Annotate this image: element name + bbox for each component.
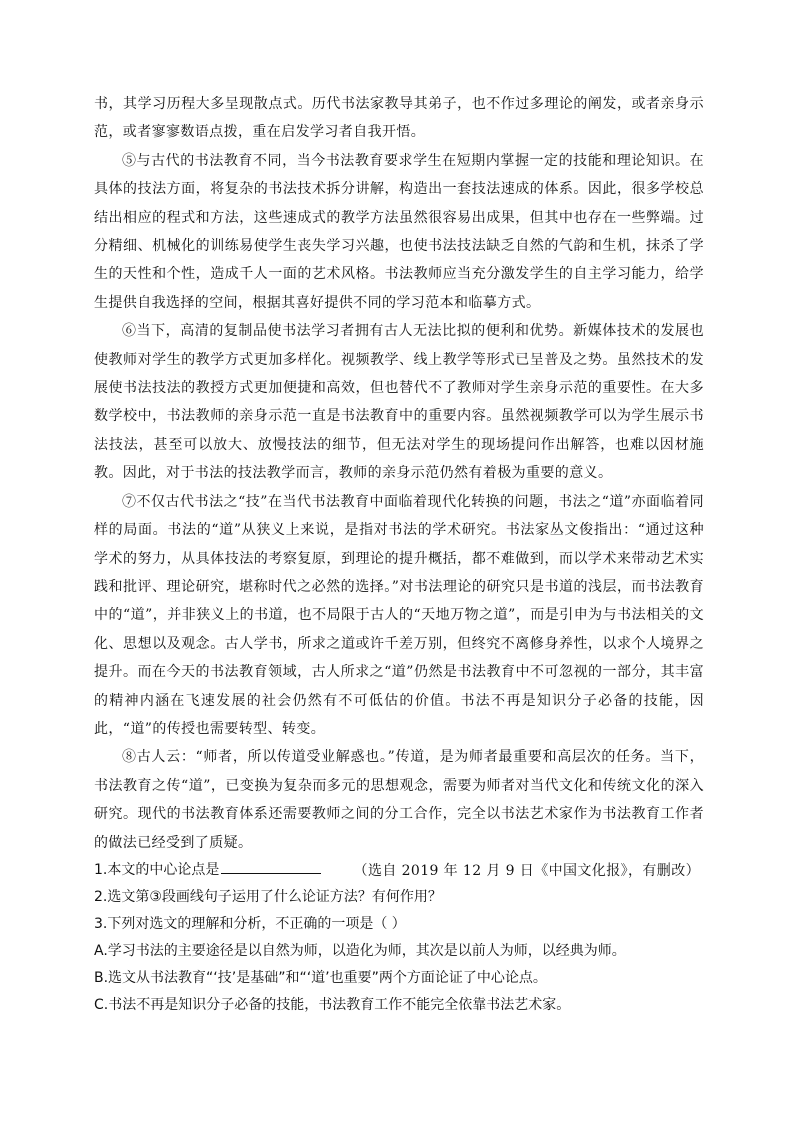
option-b: B.选文从书法教育“‘技’是基础”和“‘道’也重要”两个方面论证了中心论点。	[94, 970, 547, 986]
article-body	[94, 90, 704, 885]
option-a: A.学习书法的主要途径是以自然为师，以造化为师，其次是以前人为师，以经典为师。	[94, 943, 626, 959]
question-2: 2.选文第③段画线句子运用了什么论证方法？有何作用？	[94, 889, 442, 905]
paragraph-7: ⑦不仅古代书法之“技”在当代书法教育中面临着现代化转换的问题，书法之“道”亦面临着同样的局面。书法的“道”从狭义上来说，是指对书法的学术研究。书法家丛文俊指出：“通过这种学术的努力，从具体技法的考察复原，到理论的提升概括，都不难做到，而以学术来带动艺术实践和批评、理论研究，堪称时代之必然的选择。”对书法理论的研究只是书道的浅层，而书法教育中的“道”，并非狭义上的书道，也不局限于古人的“天地万物之道”，而是引申为与书法相关的文化、思想以及观念。古人学书，所求之道或许千差万别，但终究不离修身养性，以求个人境界之提升。而在今天的书法教育领域，古人所求之“道”仍然是书法教育中不可忽视的一部分，其丰富的精神内涵在飞速发展的社会仍然有不可低估的价值。书法不再是知识分子必备的技能，因此，“道”的传授也需要转型、转变。	[94, 493, 704, 737]
question-1	[94, 857, 704, 884]
question-3: 3.下列对选文的理解和分析，不正确的一项是（ ）	[94, 916, 406, 932]
paragraph-6: ⑥当下，高清的复制品使书法学习者拥有古人无法比拟的便利和优势。新媒体技术的发展也使教师对学生的教学方式更加多样化。视频教学、线上教学等形式已呈普及之势。虽然技术的发展使书法技法的教授方式更加便捷和高效，但也替代不了教师对学生亲身示范的重要性。在大多数学校中，书法教师的亲身示范一直是书法教育中的重要内容。虽然视频教学可以为学生展示书法技法，甚至可以放大、放慢技法的细节，但无法对学生的现场提问作出解答，也难以因材施教。因此，对于书法的技法教学而言，教师的亲身示范仍然有着极为重要的意义。	[94, 323, 704, 482]
paragraph-5: ⑤与古代的书法教育不同，当今书法教育要求学生在短期内掌握一定的技能和理论知识。在具体的技法方面，将复杂的书法技术拆分讲解，构造出一套技法速成的体系。因此，很多学校总结出相应的程式和方法，这些速成式的教学方法虽然很容易出成果，但其中也存在一些弊端。过分精细、机械化的训练易使学生丧失学习兴趣，也使书法技法缺乏自然的气韵和生机，抹杀了学生的天性和个性，造成千人一面的艺术风格。书法教师应当充分激发学生的自主学习能力，给学生提供自我选择的空间，根据其喜好提供不同的学习范本和临摹方式。	[94, 152, 704, 311]
question-section	[94, 857, 704, 1019]
paragraph-continued: 书，其学习历程大多呈现散点式。历代书法家教导其弟子，也不作过多理论的阐发，或者亲身示范，或者寥寥数语点拨，重在启发学习者自我开悟。	[94, 96, 704, 141]
article-source: （选自 2019 年 12 月 9 日《中国文化报》，有删改）	[353, 862, 700, 879]
option-c: C.书法不再是知识分子必备的技能，书法教育工作不能完全依靠书法艺术家。	[94, 997, 571, 1013]
question-1-text: 1.本文的中心论点是	[94, 862, 220, 878]
paragraph-8: ⑧古人云：“师者，所以传道受业解惑也。”传道，是为师者最重要和高层次的任务。当下，书法教育之传“道”，已变换为复杂而多元的思想观念，需要为师者对当代文化和传统文化的深入研究。现代的书法教育体系还需要教师之间的分工合作，完全以书法艺术家作为书法教育工作者的做法已经受到了质疑。	[94, 749, 704, 851]
answer-blank[interactable]	[221, 859, 321, 874]
